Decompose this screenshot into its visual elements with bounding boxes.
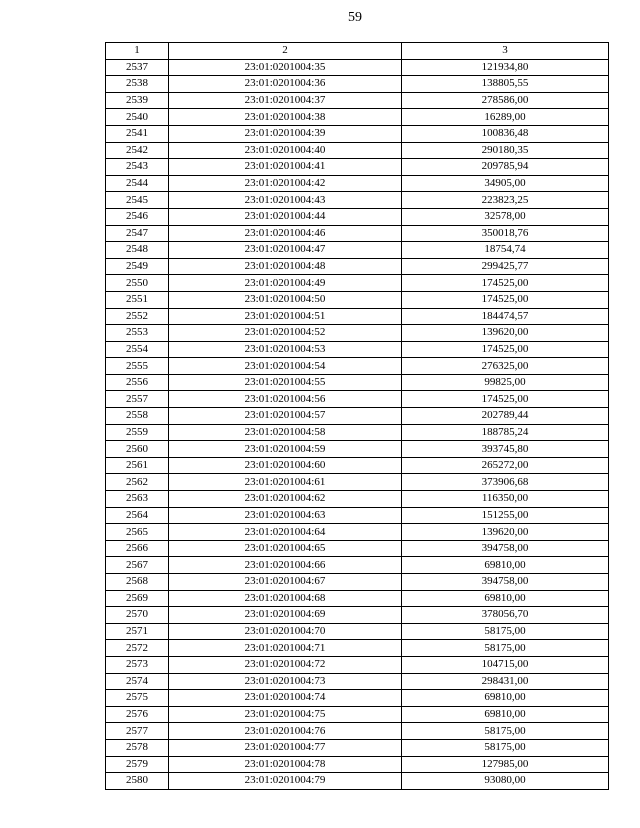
row-number-cell: 2574 — [106, 673, 169, 690]
cadastral-number-cell: 23:01:0201004:36 — [169, 76, 402, 93]
cadastral-number-cell: 23:01:0201004:35 — [169, 59, 402, 76]
table-row — [106, 308, 609, 325]
cadastral-number-cell: 23:01:0201004:41 — [169, 159, 402, 176]
value-cell: 174525,00 — [402, 291, 609, 308]
value-cell: 100836,48 — [402, 125, 609, 142]
value-cell: 34905,00 — [402, 175, 609, 192]
row-number-cell: 2551 — [106, 291, 169, 308]
value-cell: 184474,57 — [402, 308, 609, 325]
row-number-cell: 2562 — [106, 474, 169, 491]
value-cell: 58175,00 — [402, 623, 609, 640]
value-cell: 99825,00 — [402, 374, 609, 391]
row-number-cell: 2568 — [106, 574, 169, 591]
table-row — [106, 192, 609, 209]
cadastral-number-cell: 23:01:0201004:57 — [169, 408, 402, 425]
table-row — [106, 507, 609, 524]
row-number-cell: 2543 — [106, 159, 169, 176]
table-row — [106, 59, 609, 76]
cadastral-number-cell: 23:01:0201004:78 — [169, 756, 402, 773]
value-cell: 174525,00 — [402, 275, 609, 292]
cadastral-number-cell: 23:01:0201004:40 — [169, 142, 402, 159]
row-number-cell: 2567 — [106, 557, 169, 574]
cadastral-number-cell: 23:01:0201004:61 — [169, 474, 402, 491]
cadastral-number-cell: 23:01:0201004:42 — [169, 175, 402, 192]
row-number-cell: 2549 — [106, 258, 169, 275]
table-row — [106, 656, 609, 673]
row-number-cell: 2565 — [106, 524, 169, 541]
row-number-cell: 2537 — [106, 59, 169, 76]
cadastral-number-cell: 23:01:0201004:72 — [169, 656, 402, 673]
table-row — [106, 640, 609, 657]
value-cell: 121934,80 — [402, 59, 609, 76]
cadastral-number-cell: 23:01:0201004:54 — [169, 358, 402, 375]
table-row — [106, 524, 609, 541]
value-cell: 350018,76 — [402, 225, 609, 242]
row-number-cell: 2580 — [106, 773, 169, 790]
cadastral-number-cell: 23:01:0201004:44 — [169, 208, 402, 225]
value-cell: 58175,00 — [402, 640, 609, 657]
cadastral-number-cell: 23:01:0201004:63 — [169, 507, 402, 524]
row-number-cell: 2538 — [106, 76, 169, 93]
table-row — [106, 258, 609, 275]
row-number-cell: 2552 — [106, 308, 169, 325]
row-number-cell: 2566 — [106, 540, 169, 557]
table-row — [106, 739, 609, 756]
value-cell: 174525,00 — [402, 341, 609, 358]
value-cell: 373906,68 — [402, 474, 609, 491]
cadastral-number-cell: 23:01:0201004:49 — [169, 275, 402, 292]
table-row — [106, 358, 609, 375]
row-number-cell: 2576 — [106, 706, 169, 723]
cadastral-number-cell: 23:01:0201004:60 — [169, 457, 402, 474]
table-row — [106, 92, 609, 109]
table-row — [106, 125, 609, 142]
table-row — [106, 623, 609, 640]
table-row — [106, 773, 609, 790]
row-number-cell: 2550 — [106, 275, 169, 292]
row-number-cell: 2540 — [106, 109, 169, 126]
value-cell: 58175,00 — [402, 739, 609, 756]
row-number-cell: 2546 — [106, 208, 169, 225]
column-header-1: 1 — [106, 43, 169, 60]
row-number-cell: 2557 — [106, 391, 169, 408]
table-row — [106, 291, 609, 308]
table-row — [106, 391, 609, 408]
table-row — [106, 673, 609, 690]
table-row — [106, 540, 609, 557]
table-row — [106, 175, 609, 192]
row-number-cell: 2575 — [106, 690, 169, 707]
table-row — [106, 723, 609, 740]
value-cell: 104715,00 — [402, 656, 609, 673]
table-row — [106, 225, 609, 242]
row-number-cell: 2559 — [106, 424, 169, 441]
value-cell: 265272,00 — [402, 457, 609, 474]
cadastral-number-cell: 23:01:0201004:59 — [169, 441, 402, 458]
value-cell: 223823,25 — [402, 192, 609, 209]
value-cell: 16289,00 — [402, 109, 609, 126]
value-cell: 32578,00 — [402, 208, 609, 225]
table-row — [106, 109, 609, 126]
table-row — [106, 142, 609, 159]
table-row — [106, 76, 609, 93]
row-number-cell: 2570 — [106, 607, 169, 624]
value-cell: 18754,74 — [402, 242, 609, 259]
value-cell: 299425,77 — [402, 258, 609, 275]
table-row — [106, 424, 609, 441]
table-row — [106, 706, 609, 723]
cadastral-number-cell: 23:01:0201004:37 — [169, 92, 402, 109]
cadastral-number-cell: 23:01:0201004:55 — [169, 374, 402, 391]
table-row — [106, 607, 609, 624]
table-row — [106, 474, 609, 491]
value-cell: 378056,70 — [402, 607, 609, 624]
value-cell: 69810,00 — [402, 690, 609, 707]
row-number-cell: 2545 — [106, 192, 169, 209]
row-number-cell: 2564 — [106, 507, 169, 524]
row-number-cell: 2561 — [106, 457, 169, 474]
value-cell: 174525,00 — [402, 391, 609, 408]
table-row — [106, 690, 609, 707]
value-cell: 290180,35 — [402, 142, 609, 159]
value-cell: 127985,00 — [402, 756, 609, 773]
table-row — [106, 590, 609, 607]
value-cell: 58175,00 — [402, 723, 609, 740]
row-number-cell: 2571 — [106, 623, 169, 640]
row-number-cell: 2558 — [106, 408, 169, 425]
table-row — [106, 574, 609, 591]
table-row — [106, 242, 609, 259]
cadastral-number-cell: 23:01:0201004:68 — [169, 590, 402, 607]
row-number-cell: 2563 — [106, 491, 169, 508]
cadastral-number-cell: 23:01:0201004:46 — [169, 225, 402, 242]
cadastral-number-cell: 23:01:0201004:69 — [169, 607, 402, 624]
table-row — [106, 557, 609, 574]
cadastral-number-cell: 23:01:0201004:50 — [169, 291, 402, 308]
table-row — [106, 756, 609, 773]
cadastral-number-cell: 23:01:0201004:53 — [169, 341, 402, 358]
row-number-cell: 2541 — [106, 125, 169, 142]
row-number-cell: 2577 — [106, 723, 169, 740]
value-cell: 139620,00 — [402, 325, 609, 342]
table-row — [106, 341, 609, 358]
value-cell: 393745,80 — [402, 441, 609, 458]
row-number-cell: 2573 — [106, 656, 169, 673]
page-number: 59 — [348, 10, 362, 25]
value-cell: 151255,00 — [402, 507, 609, 524]
value-cell: 209785,94 — [402, 159, 609, 176]
value-cell: 188785,24 — [402, 424, 609, 441]
table-row — [106, 275, 609, 292]
value-cell: 394758,00 — [402, 540, 609, 557]
cadastral-number-cell: 23:01:0201004:73 — [169, 673, 402, 690]
table-header — [106, 43, 609, 60]
value-cell: 394758,00 — [402, 574, 609, 591]
value-cell: 298431,00 — [402, 673, 609, 690]
cadastral-number-cell: 23:01:0201004:64 — [169, 524, 402, 541]
value-cell: 69810,00 — [402, 557, 609, 574]
value-cell: 138805,55 — [402, 76, 609, 93]
row-number-cell: 2569 — [106, 590, 169, 607]
value-cell: 202789,44 — [402, 408, 609, 425]
table-row — [106, 491, 609, 508]
cadastral-number-cell: 23:01:0201004:58 — [169, 424, 402, 441]
row-number-cell: 2572 — [106, 640, 169, 657]
table-row — [106, 441, 609, 458]
cadastral-number-cell: 23:01:0201004:71 — [169, 640, 402, 657]
row-number-cell: 2560 — [106, 441, 169, 458]
cadastral-number-cell: 23:01:0201004:39 — [169, 125, 402, 142]
table-row — [106, 325, 609, 342]
value-cell: 139620,00 — [402, 524, 609, 541]
cadastral-number-cell: 23:01:0201004:70 — [169, 623, 402, 640]
table-row — [106, 374, 609, 391]
row-number-cell: 2554 — [106, 341, 169, 358]
row-number-cell: 2544 — [106, 175, 169, 192]
row-number-cell: 2548 — [106, 242, 169, 259]
row-number-cell: 2556 — [106, 374, 169, 391]
cadastral-number-cell: 23:01:0201004:67 — [169, 574, 402, 591]
value-cell: 93080,00 — [402, 773, 609, 790]
value-cell: 116350,00 — [402, 491, 609, 508]
cadastral-number-cell: 23:01:0201004:66 — [169, 557, 402, 574]
header-row — [106, 43, 609, 60]
cadastral-number-cell: 23:01:0201004:56 — [169, 391, 402, 408]
cadastral-number-cell: 23:01:0201004:74 — [169, 690, 402, 707]
cadastral-number-cell: 23:01:0201004:77 — [169, 739, 402, 756]
cadastral-number-cell: 23:01:0201004:75 — [169, 706, 402, 723]
cadastral-number-cell: 23:01:0201004:48 — [169, 258, 402, 275]
row-number-cell: 2578 — [106, 739, 169, 756]
table-row — [106, 208, 609, 225]
cadastral-number-cell: 23:01:0201004:65 — [169, 540, 402, 557]
row-number-cell: 2539 — [106, 92, 169, 109]
value-cell: 69810,00 — [402, 590, 609, 607]
cadastral-number-cell: 23:01:0201004:52 — [169, 325, 402, 342]
row-number-cell: 2547 — [106, 225, 169, 242]
column-header-3: 3 — [402, 43, 609, 60]
cadastral-number-cell: 23:01:0201004:47 — [169, 242, 402, 259]
cadastral-table — [105, 42, 609, 790]
row-number-cell: 2553 — [106, 325, 169, 342]
cadastral-number-cell: 23:01:0201004:76 — [169, 723, 402, 740]
row-number-cell: 2542 — [106, 142, 169, 159]
cadastral-number-cell: 23:01:0201004:43 — [169, 192, 402, 209]
row-number-cell: 2579 — [106, 756, 169, 773]
column-header-2: 2 — [169, 43, 402, 60]
cadastral-number-cell: 23:01:0201004:51 — [169, 308, 402, 325]
value-cell: 69810,00 — [402, 706, 609, 723]
table-body — [106, 59, 609, 789]
cadastral-number-cell: 23:01:0201004:79 — [169, 773, 402, 790]
value-cell: 278586,00 — [402, 92, 609, 109]
cadastral-number-cell: 23:01:0201004:62 — [169, 491, 402, 508]
value-cell: 276325,00 — [402, 358, 609, 375]
table-row — [106, 457, 609, 474]
row-number-cell: 2555 — [106, 358, 169, 375]
table-row — [106, 408, 609, 425]
cadastral-number-cell: 23:01:0201004:38 — [169, 109, 402, 126]
table-row — [106, 159, 609, 176]
